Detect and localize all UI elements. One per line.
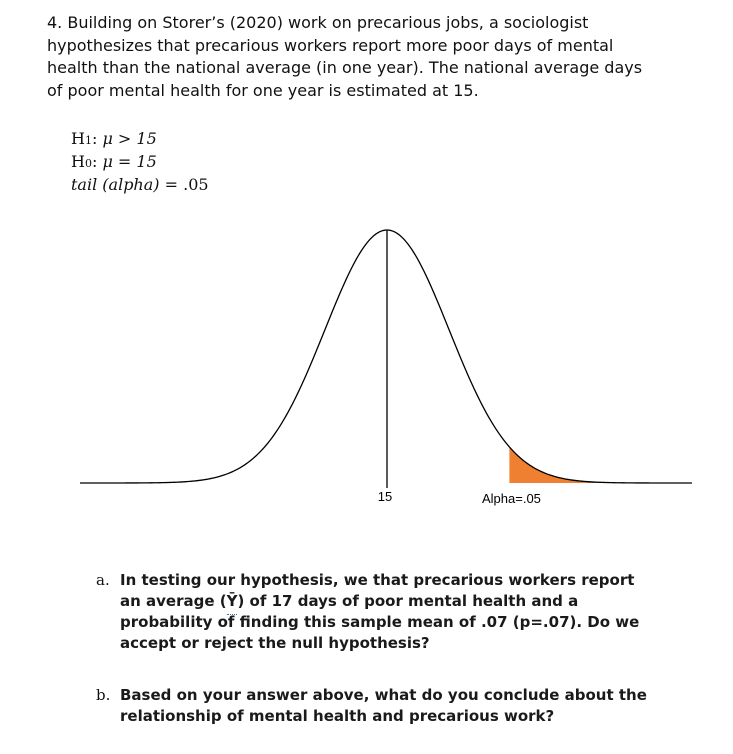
part-b-marker: b. [96, 686, 111, 704]
h0-subscript: 0 [84, 157, 92, 170]
part-a-text: In testing our hypothesis, we that precarious workers report an average (Ῡ) of 17 days of poor mental health and a probability of finding this sample mean of .07 (p=.07). Do we accept or reject the null hypothesis? [120, 571, 640, 652]
h0-expression: μ = 15 [102, 152, 157, 171]
mean-tick-label: 15 [377, 489, 393, 504]
alpha-level [71, 175, 209, 195]
alpha-value: = .05 [164, 175, 209, 194]
part-b [96, 685, 656, 727]
alpha-label: tail (alpha) [71, 175, 160, 194]
part-a [96, 570, 656, 654]
part-a-marker: a. [96, 571, 110, 589]
alpha-rejection-region [509, 447, 693, 483]
sample-mean-symbol: Ῡ [226, 592, 238, 610]
alternative-hypothesis: H1: μ > 15 [71, 129, 157, 148]
question-4-text [47, 12, 647, 102]
part-b-text: Based on your answer above, what do you conclude about the relationship of mental health and precarious work? [120, 686, 647, 725]
normal-curve [80, 230, 692, 483]
normal-distribution-chart [0, 210, 733, 510]
question-body: Building on Storer’s (2020) work on precarious jobs, a sociologist hypothesizes that precarious workers report more poor days of mental health than the national average (in one year). The national average days of poor mental health for one year is estimated at 15. [47, 13, 643, 100]
h1-expression: μ > 15 [102, 129, 157, 148]
question-number: 4. [47, 13, 63, 32]
h1-subscript: 1 [84, 134, 92, 147]
null-hypothesis: H0: μ = 15 [71, 152, 157, 171]
alpha-annotation: Alpha=.05 [482, 491, 541, 506]
